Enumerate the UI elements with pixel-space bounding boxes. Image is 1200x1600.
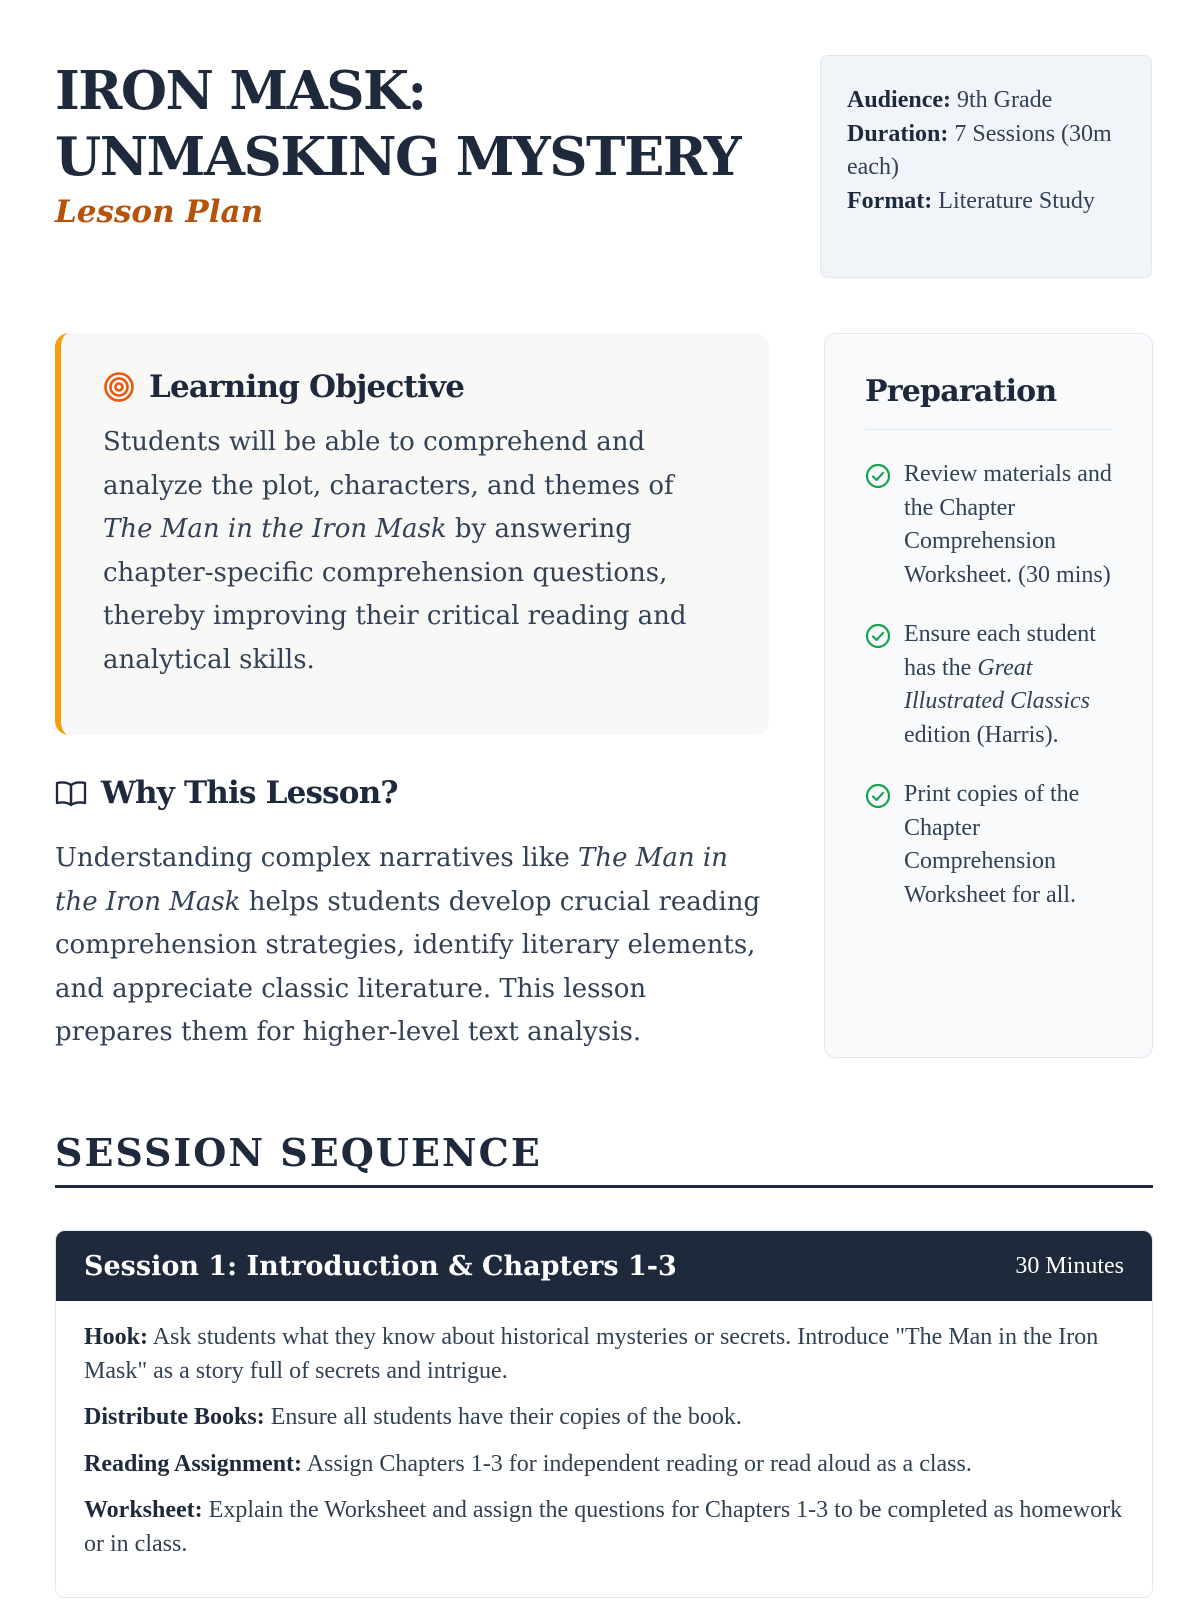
meta-format: [847, 185, 1125, 219]
check-circle-icon: [865, 463, 891, 500]
prep-item-after: edition (Harris).: [904, 721, 1059, 748]
session-step-label: Hook:: [84, 1324, 149, 1350]
page-header: [55, 58, 795, 232]
session-step-text: Explain the Worksheet and assign the questions for Chapters 1-3 to be completed as homework or in class.: [84, 1497, 1123, 1557]
session-body: [56, 1301, 1152, 1594]
list-item: [865, 778, 1112, 912]
why-this-lesson-heading: [55, 775, 769, 811]
meta-format-value: Literature Study: [938, 187, 1095, 214]
lesson-meta-box: [820, 55, 1152, 278]
why-this-lesson-section: [55, 775, 769, 1055]
session-step: [84, 1494, 1124, 1561]
check-circle-icon: [865, 783, 891, 820]
session-card: [55, 1230, 1153, 1598]
session-step-label: Reading Assignment:: [84, 1450, 303, 1477]
meta-duration-value: 7 Sessions (30m each): [847, 120, 1112, 180]
learning-objective-card: [55, 333, 769, 735]
list-item: [865, 618, 1112, 752]
session-step-text: Ask students what they know about historical mysteries or secrets. Introduce "The Man in the Iron Mask" as a story full of secrets and intrigue.: [84, 1324, 1099, 1384]
meta-audience-value: 9th Grade: [957, 87, 1053, 113]
preparation-item-text: Print copies of the Chapter Comprehension Worksheet for all.: [904, 781, 1080, 908]
why-text-after: helps students develop crucial reading comprehension strategies, identify literary elements, and appreciate classic literature. This lesson prepares them for higher-level text analysis.: [55, 886, 761, 1047]
meta-audience-label: Audience:: [847, 87, 951, 113]
page-subtitle: Lesson Plan: [55, 194, 264, 230]
book-open-icon: [55, 778, 87, 808]
learning-objective-text: [103, 421, 729, 682]
why-this-lesson-text: [55, 837, 769, 1055]
preparation-item-text: Review materials and the Chapter Comprehension Worksheet. (30 mins): [904, 461, 1112, 588]
prep-item-edition: Great Illustrated Classics: [904, 654, 1091, 714]
learning-objective-heading: [103, 369, 729, 405]
target-icon: [103, 371, 135, 403]
meta-audience: [847, 84, 1125, 118]
preparation-list: [865, 458, 1112, 912]
session-header: [56, 1231, 1152, 1301]
session-step-text: Ensure all students have their copies of the book.: [270, 1404, 742, 1430]
meta-format-label: Format:: [847, 187, 933, 214]
objective-text-after: by answering chapter-specific comprehension questions, thereby improving their critical reading and analytical skills.: [103, 514, 687, 675]
session-sequence-heading: SESSION SEQUENCE: [55, 1130, 1153, 1188]
why-this-lesson-title: Why This Lesson?: [101, 775, 398, 811]
session-step-label: Worksheet:: [84, 1497, 203, 1523]
objective-book-title: The Man in the Iron Mask: [103, 514, 447, 544]
preparation-item-text: [904, 618, 1112, 752]
why-book-title: The Man in the Iron Mask: [55, 843, 728, 917]
list-item: [865, 458, 1112, 592]
check-circle-icon: [865, 623, 891, 660]
session-step: [84, 1401, 1124, 1435]
preparation-card: [824, 333, 1153, 1058]
session-step-text: Assign Chapters 1-3 for independent reading or read aloud as a class.: [306, 1450, 972, 1477]
meta-duration-label: Duration:: [847, 120, 949, 147]
preparation-heading: Preparation: [865, 374, 1112, 430]
session-step: [84, 1448, 1124, 1482]
objective-text-before: Students will be able to comprehend and analyze the plot, characters, and themes of: [103, 427, 674, 501]
meta-duration: [847, 118, 1125, 185]
prep-item-before: Ensure each student has the: [904, 621, 1096, 681]
session-title: Session 1: Introduction & Chapters 1-3: [84, 1250, 677, 1282]
why-text-before: Understanding complex narratives like: [55, 843, 578, 873]
learning-objective-title: Learning Objective: [149, 369, 465, 405]
session-step: [84, 1321, 1124, 1388]
session-duration: 30 Minutes: [1015, 1252, 1124, 1279]
session-step-label: Distribute Books:: [84, 1404, 265, 1430]
page-title: IRON MASK: UNMASKING MYSTERY: [55, 60, 741, 188]
